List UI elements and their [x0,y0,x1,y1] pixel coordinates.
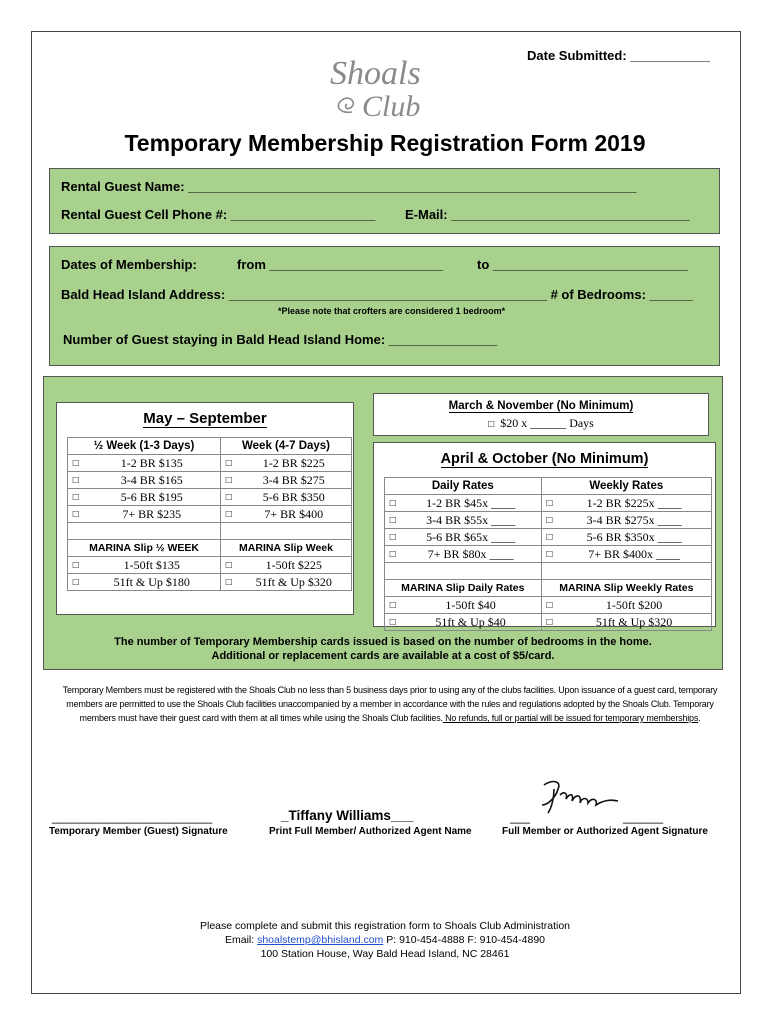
logo-text-shoals: Shoals [330,55,421,92]
may-september-title: May – September [143,410,267,427]
form-title: Temporary Membership Registration Form 2019 [124,130,646,156]
table-row: □ 1-2 BR $45x ____ □ 1-2 BR $225x ____ [385,495,712,512]
date-to-field[interactable]: to ___________________________ [477,257,689,272]
may-september-rates-box [56,402,354,615]
april-october-rates-box [373,442,716,627]
table-row: □ 3-4 BR $165 □ 3-4 BR $275 [68,472,352,489]
checkbox-icon[interactable]: □ [68,506,84,523]
table-row: □ 51ft & Up $40 □ 51ft & Up $320 [385,614,712,631]
agent-name-field[interactable]: _Tiffany Williams___ [281,808,414,823]
footer-contact: Email: shoalstemp@bhisland.com P: 910-454-4888 F: 910-454-4890 [224,934,546,946]
rates-section [43,376,723,670]
policy-text: Temporary Members must be registered with the Shoals Club no less than 5 business days prior to using any of the clubs facilities. Upon issuance of a guest card, temporary members are permitted to use the Shoals Club facilities unaccompanied by a member in accordance with the rules and regulations adopted by the Shoals Club. Temporary members must have their guest card with them at all times while using the Shoals Club facilities. No refunds, full or partial will be issued for temporary memberships. [62,685,718,723]
table-row: □ 5-6 BR $65x ____ □ 5-6 BR $350x ____ [385,529,712,546]
rental-guest-email-field[interactable]: E-Mail: _________________________________ [405,207,690,222]
table-row: □ 7+ BR $80x ____ □ 7+ BR $400x ____ [385,546,712,563]
guest-signature-label: Temporary Member (Guest) Signature [49,826,228,837]
checkbox-icon[interactable]: □ [68,455,84,472]
marina-half-week-header: MARINA Slip ½ WEEK [68,540,221,557]
date-from-field[interactable]: from ________________________ [237,257,444,272]
table-row: □ 51ft & Up $180 □ 51ft & Up $320 [68,574,352,591]
table-row-blank [385,563,712,580]
marina-week-header: MARINA Slip Week [221,540,352,557]
april-october-table [384,477,712,631]
logo-swirl-icon [338,98,353,112]
membership-info-section [49,246,720,366]
table-row-blank [68,523,352,540]
agent-name-label: Print Full Member/ Authorized Agent Name [269,826,472,837]
table-row: □ 5-6 BR $195 □ 5-6 BR $350 [68,489,352,506]
member-signature-line-left[interactable]: ___ [510,810,531,824]
crofters-note: *Please note that crofters are considered 1 bedroom* [278,306,506,316]
checkbox-icon[interactable]: □ [68,472,84,489]
may-september-table [67,437,352,591]
number-of-guests-field[interactable]: Number of Guest staying in Bald Head Island Home: _______________ [63,332,498,347]
checkbox-icon[interactable]: □ [221,472,237,489]
table-row: □ 3-4 BR $55x ____ □ 3-4 BR $275x ____ [385,512,712,529]
half-week-header: ½ Week (1-3 Days) [68,438,221,455]
checkbox-icon[interactable]: □ [385,597,401,614]
guest-signature-line[interactable]: ________________________ [52,810,213,824]
checkbox-icon[interactable]: □ [541,495,557,512]
checkbox-icon[interactable]: □ [385,546,401,563]
rental-guest-name-field[interactable]: Rental Guest Name: ______________________________________________________________ [61,179,637,194]
handwritten-signature-icon [538,775,620,817]
address-bedrooms-field[interactable]: Bald Head Island Address: ____________________________________________ # of Bedrooms: ______ [61,287,693,302]
march-november-title: March & November (No Minimum) [448,400,634,412]
march-november-rates-box [373,393,709,436]
checkbox-icon[interactable]: □ [385,614,401,631]
daily-rates-header: Daily Rates [385,478,542,495]
footer [0,919,770,961]
weekly-rates-header: Weekly Rates [541,478,711,495]
checkbox-icon[interactable]: □ [541,597,557,614]
checkbox-icon[interactable]: □ [541,546,557,563]
checkbox-icon[interactable]: □ [541,512,557,529]
table-row: □ 1-50ft $135 □ 1-50ft $225 [68,557,352,574]
no-refunds-note: No refunds, full or partial will be issued for temporary memberships [442,713,699,723]
checkbox-icon[interactable]: □ [68,489,84,506]
checkbox-icon[interactable]: □ [221,574,237,591]
checkbox-icon[interactable]: □ [221,489,237,506]
checkbox-icon[interactable]: □ [68,574,84,591]
date-submitted-field[interactable]: Date Submitted: ___________ [527,48,710,63]
dates-of-membership-label: Dates of Membership: [61,257,197,272]
checkbox-icon[interactable]: □ [68,557,84,574]
table-row: □ 7+ BR $235 □ 7+ BR $400 [68,506,352,523]
table-row: □ 1-2 BR $135 □ 1-2 BR $225 [68,455,352,472]
email-link[interactable]: shoalstemp@bhisland.com [257,934,384,946]
marina-daily-header: MARINA Slip Daily Rates [385,580,542,597]
shoals-club-logo [322,50,442,130]
logo-text-club: Club [362,90,421,123]
checkbox-icon[interactable]: □ [385,512,401,529]
member-signature-line-right[interactable]: ______ [623,810,664,824]
checkbox-icon[interactable]: □ [541,614,557,631]
guest-info-section [49,168,720,234]
checkbox-icon[interactable]: □ [221,557,237,574]
checkbox-icon[interactable]: □ [385,495,401,512]
member-signature-label: Full Member or Authorized Agent Signature [502,826,708,837]
footer-instructions: Please complete and submit this registration form to Shoals Club Administration [199,920,570,932]
cards-note: The number of Temporary Membership cards issued is based on the number of bedrooms in the home. Additional or replacement cards are available at a cost of $5/card. [114,636,652,662]
checkbox-icon[interactable]: □ [385,529,401,546]
checkbox-icon[interactable]: □ [541,529,557,546]
april-october-title: April & October (No Minimum) [440,451,649,467]
march-november-days-field[interactable]: $20 x ______ Days [500,416,594,430]
rental-guest-phone-field[interactable]: Rental Guest Cell Phone #: ____________________ [61,207,376,222]
week-header: Week (4-7 Days) [221,438,352,455]
checkbox-icon[interactable]: □ [488,419,495,430]
footer-address: 100 Station House, Way Bald Head Island, NC 28461 [260,948,510,960]
checkbox-icon[interactable]: □ [221,506,237,523]
marina-weekly-header: MARINA Slip Weekly Rates [541,580,711,597]
table-row: □ 1-50ft $40 □ 1-50ft $200 [385,597,712,614]
checkbox-icon[interactable]: □ [221,455,237,472]
